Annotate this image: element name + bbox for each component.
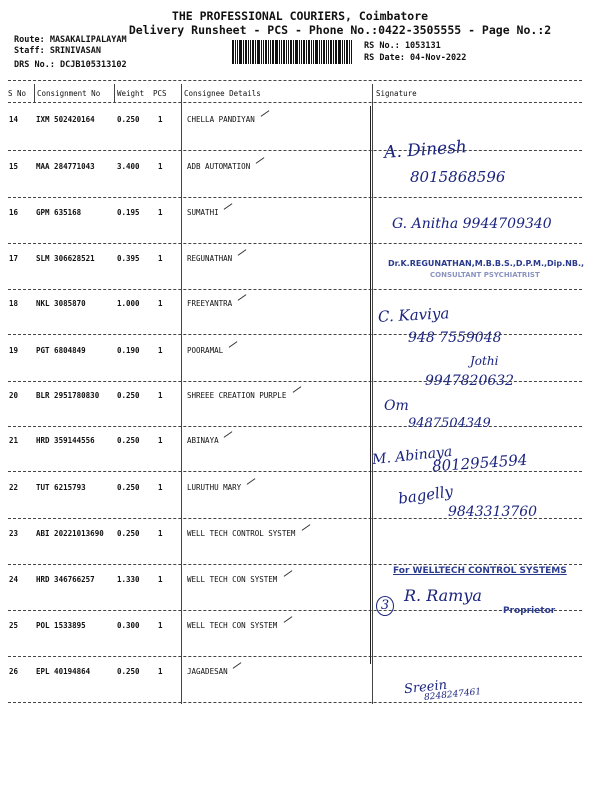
row-separator (8, 289, 582, 290)
row-consignment-no: EPL 40194864 (36, 667, 91, 676)
rs-date: RS Date: 04-Nov-2022 (364, 53, 467, 63)
row-consignee: WELL TECH CON SYSTEM (187, 621, 278, 630)
barcode (232, 40, 358, 64)
row-consignee: WELL TECH CONTROL SYSTEM (187, 529, 296, 538)
tick-mark (247, 478, 256, 485)
stamp-row-24: For WELLTECH CONTROL SYSTEMS (393, 566, 567, 576)
row-weight: 0.250 (117, 436, 140, 445)
row-consignee: SUMATHI (187, 208, 219, 217)
tick-mark (233, 662, 242, 669)
row-consignee: LURUTHU MARY (187, 483, 242, 492)
row-weight: 0.190 (117, 346, 140, 355)
row-sno: 23 (9, 529, 19, 538)
row-sno: 25 (9, 621, 19, 630)
route-label: Route: MASAKALIPALAYAM (14, 35, 127, 45)
row-consignee: REGUNATHAN (187, 254, 233, 263)
row-separator (8, 150, 582, 151)
signature-row-26: Sreein (403, 677, 448, 698)
row-weight: 3.400 (117, 162, 140, 171)
row-sno: 26 (9, 667, 19, 676)
row-sno: 21 (9, 436, 19, 445)
row-pcs: 1 (158, 667, 163, 676)
signature-row-22: bagelly (397, 482, 455, 508)
tick-mark (293, 386, 302, 393)
stamp-row-24-role: Proprietor (503, 606, 556, 616)
row-consignment-no: HRD 359144556 (36, 436, 95, 445)
phone-row-18: 948 7559048 (408, 330, 502, 346)
drs-number: DRS No.: DCJB105313102 (14, 60, 127, 70)
row-consignee: JAGADESAN (187, 667, 228, 676)
row-sno: 22 (9, 483, 19, 492)
row-separator (8, 197, 582, 198)
row-sno: 19 (9, 346, 19, 355)
signature-row-21: M. Abinaya (371, 443, 454, 469)
row-weight: 0.250 (117, 391, 140, 400)
header-rule (8, 80, 582, 81)
row-pcs: 1 (158, 299, 163, 308)
col-separator (372, 84, 373, 704)
row-weight: 0.250 (117, 667, 140, 676)
tick-mark (284, 570, 293, 577)
signature-bracket (370, 106, 371, 664)
row-consignment-no: ABI 20221013690 (36, 529, 104, 538)
tick-mark (256, 157, 265, 164)
signature-row-18: C. Kaviya (377, 304, 450, 326)
row-pcs: 1 (158, 391, 163, 400)
stamp-row-17-role: CONSULTANT PSYCHIATRIST (430, 271, 540, 279)
row-pcs: 1 (158, 346, 163, 355)
row-weight: 0.195 (117, 208, 140, 217)
phone-row-15: 8015868596 (410, 168, 506, 186)
row-pcs: 1 (158, 254, 163, 263)
col-weight: Weight (117, 89, 145, 98)
column-header-rule (8, 102, 582, 103)
tick-mark (224, 203, 233, 210)
signature-row-24: R. Ramya (404, 586, 482, 605)
row-weight: 0.250 (117, 529, 140, 538)
row-separator (8, 610, 582, 611)
row-separator (8, 426, 582, 427)
row-sno: 24 (9, 575, 19, 584)
runsheet-subtitle: Delivery Runsheet - PCS - Phone No.:0422-3505555 - Page No.:2 (128, 23, 552, 37)
row-weight: 0.300 (117, 621, 140, 630)
phone-row-26: 8248247461 (423, 687, 482, 703)
staff-label: Staff: SRINIVASAN (14, 46, 101, 56)
row-weight: 1.000 (117, 299, 140, 308)
col-signature: Signature (376, 89, 417, 98)
row-weight: 1.330 (117, 575, 140, 584)
row-pcs: 1 (158, 483, 163, 492)
count-row-24: 3 (376, 596, 394, 616)
row-pcs: 1 (158, 436, 163, 445)
phone-row-22: 9843313760 (448, 504, 538, 520)
row-consignee: CHELLA PANDIYAN (187, 115, 255, 124)
tick-mark (224, 431, 233, 438)
tick-mark (228, 341, 237, 348)
phone-row-20: 9487504349 (408, 416, 491, 431)
row-separator (8, 656, 582, 657)
row-consignee: POORAMAL (187, 346, 224, 355)
signature-row-19: Jothi (470, 354, 499, 368)
row-sno: 16 (9, 208, 19, 217)
stamp-row-17: Dr.K.REGUNATHAN,M.B.B.S.,D.P.M.,Dip.NB., (388, 259, 585, 268)
col-sno: S No (8, 89, 27, 98)
row-separator (8, 564, 582, 565)
row-sno: 17 (9, 254, 19, 263)
row-consignment-no: TUT 6215793 (36, 483, 86, 492)
col-separator (181, 84, 182, 704)
row-pcs: 1 (158, 115, 163, 124)
row-weight: 0.250 (117, 115, 140, 124)
tick-mark (238, 294, 247, 301)
row-separator (8, 702, 582, 703)
row-consignment-no: MAA 284771043 (36, 162, 95, 171)
row-separator (8, 471, 582, 472)
row-consignment-no: PGT 6804849 (36, 346, 86, 355)
row-consignee: WELL TECH CON SYSTEM (187, 575, 278, 584)
tick-mark (238, 249, 247, 256)
row-consignment-no: GPM 635168 (36, 208, 82, 217)
tick-mark (261, 110, 270, 117)
signature-row-16: G. Anitha 9944709340 (392, 216, 552, 232)
row-weight: 0.395 (117, 254, 140, 263)
row-consignee: ADB AUTOMATION (187, 162, 251, 171)
company-title: THE PROFESSIONAL COURIERS, Coimbatore (171, 9, 429, 23)
row-pcs: 1 (158, 208, 163, 217)
col-consignee: Consignee Details (184, 89, 261, 98)
rs-number: RS No.: 1053131 (364, 41, 441, 51)
row-consignment-no: IXM 502420164 (36, 115, 95, 124)
signature-row-20: Om (384, 398, 409, 414)
row-sno: 20 (9, 391, 19, 400)
row-pcs: 1 (158, 162, 163, 171)
tick-mark (284, 616, 293, 623)
col-pcs: PCS (153, 89, 167, 98)
row-sno: 14 (9, 115, 19, 124)
col-consignment: Consignment No (37, 89, 101, 98)
signature-row-15: A. Dinesh (383, 137, 468, 163)
row-consignment-no: POL 1533895 (36, 621, 86, 630)
row-consignment-no: BLR 2951780830 (36, 391, 100, 400)
row-pcs: 1 (158, 621, 163, 630)
row-pcs: 1 (158, 575, 163, 584)
row-sno: 15 (9, 162, 19, 171)
tick-mark (302, 524, 311, 531)
row-sno: 18 (9, 299, 19, 308)
row-consignment-no: HRD 346766257 (36, 575, 95, 584)
row-separator (8, 243, 582, 244)
row-consignee: ABINAYA (187, 436, 219, 445)
row-consignee: FREEYANTRA (187, 299, 233, 308)
col-separator (114, 84, 115, 102)
phone-row-21: 8012954594 (431, 450, 528, 476)
row-pcs: 1 (158, 529, 163, 538)
row-weight: 0.250 (117, 483, 140, 492)
row-consignment-no: SLM 306628521 (36, 254, 95, 263)
row-consignment-no: NKL 3085870 (36, 299, 86, 308)
phone-row-19: 9947820632 (425, 373, 515, 389)
col-separator (34, 84, 35, 102)
row-consignee: SHREEE CREATION PURPLE (187, 391, 287, 400)
